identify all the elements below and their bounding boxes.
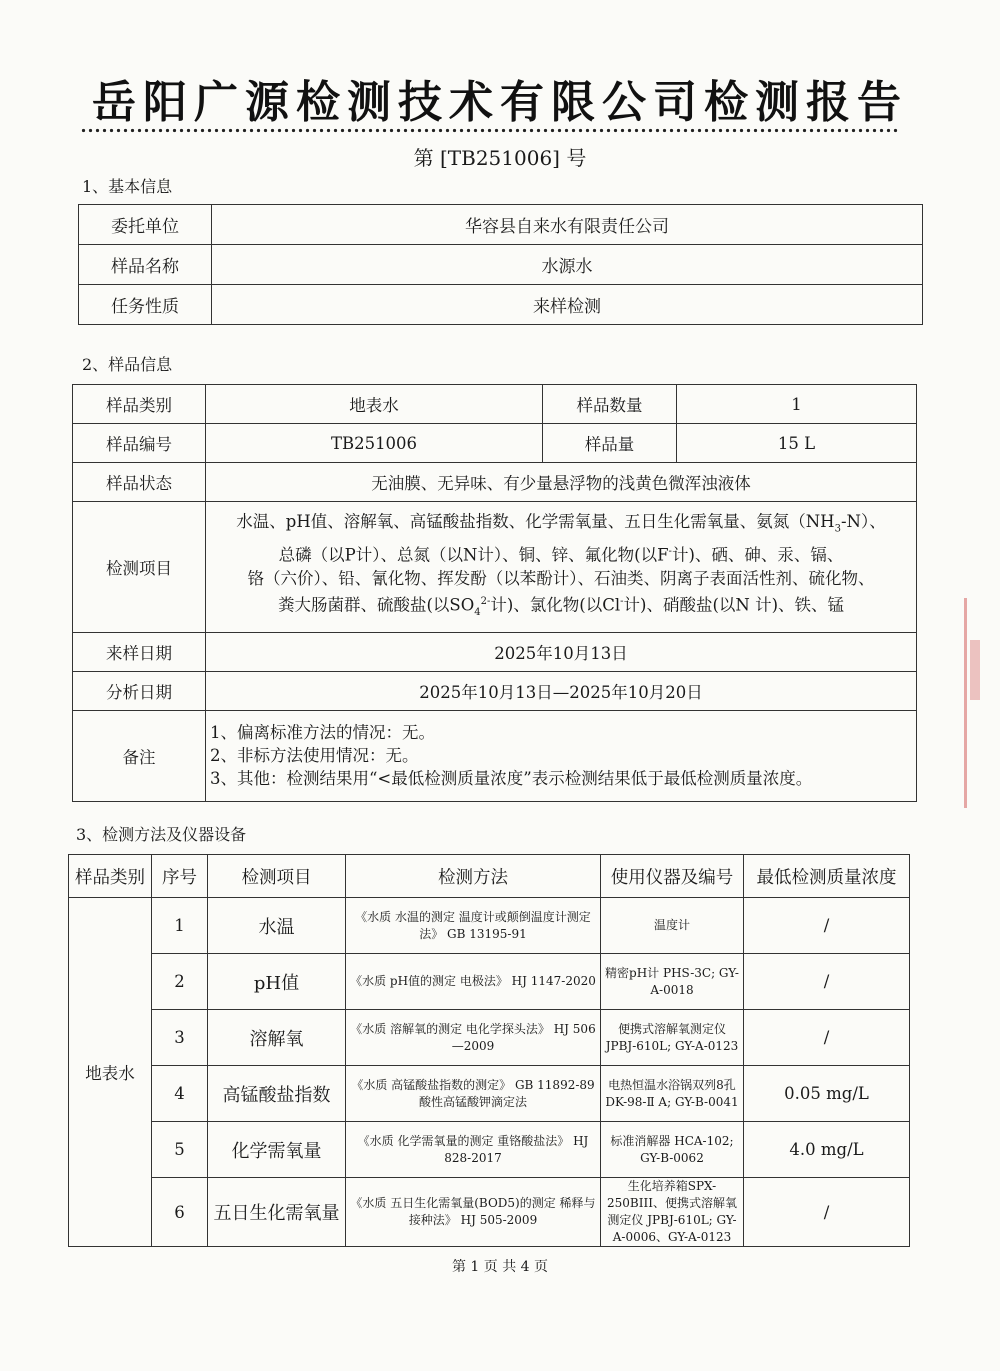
table-row <box>73 463 917 502</box>
table-row <box>69 1122 910 1178</box>
cell-value: 华容县自来水有限责任公司 <box>212 205 923 245</box>
methods-table <box>68 854 910 1247</box>
detection-limit: / <box>744 1178 910 1247</box>
test-method: 《水质 高锰酸盐指数的测定》 GB 11892-89 酸性高锰酸钾滴定法 <box>346 1066 601 1122</box>
section-basic-info-heading: 1、基本信息 <box>82 177 173 196</box>
test-method: 《水质 溶解氧的测定 电化学探头法》 HJ 506—2009 <box>346 1010 601 1066</box>
report-title: 岳阳广源检测技术有限公司检测报告 <box>92 77 908 128</box>
instrument: 精密pH计 PHS-3C; GY-A-0018 <box>601 954 744 1010</box>
cell-label: 样品状态 <box>73 463 206 502</box>
test-items-line: 总磷（以P计）、总氮（以N计）、铜、锌、氟化物(以F-计)、硒、砷、汞、镉、 <box>278 545 844 565</box>
cell-label: 检测项目 <box>73 502 206 633</box>
cell-value: 无油膜、无异味、有少量悬浮物的浅黄色微浑浊液体 <box>206 463 917 502</box>
cell-label: 样品编号 <box>73 424 206 463</box>
cell-value: 地表水 <box>206 385 543 424</box>
cell-label: 样品类别 <box>73 385 206 424</box>
instrument: 生化培养箱SPX-250BIII、便携式溶解氧测定仪 JPBJ-610L; GY-A-0006、GY-A-0123 <box>601 1178 744 1247</box>
table-header-row <box>69 855 910 898</box>
section-methods-heading: 3、检测方法及仪器设备 <box>76 825 247 844</box>
row-number: 6 <box>152 1178 208 1247</box>
cell-value: 来样检测 <box>212 285 923 325</box>
cell-label: 备注 <box>73 710 206 801</box>
page-footer: 第 1 页 共 4 页 <box>451 1259 549 1275</box>
table-row <box>73 632 917 671</box>
cell-value: 15 L <box>677 424 917 463</box>
test-item: 水温 <box>208 898 346 954</box>
dotted-divider <box>80 128 900 133</box>
test-item: 化学需氧量 <box>208 1122 346 1178</box>
cell-label: 委托单位 <box>79 205 212 245</box>
notes-cell <box>206 710 917 801</box>
seal-stamp-mark <box>970 640 980 700</box>
seal-stamp-edge <box>964 598 989 808</box>
test-method: 《水质 水温的测定 温度计或颠倒温度计测定法》 GB 13195-91 <box>346 898 601 954</box>
basic-info-table <box>78 204 923 325</box>
cell-label: 来样日期 <box>73 632 206 671</box>
cell-label: 样品量 <box>543 424 677 463</box>
sample-info-table <box>72 384 917 802</box>
column-header: 最低检测质量浓度 <box>744 855 910 898</box>
test-item: 五日生化需氧量 <box>208 1178 346 1247</box>
column-header: 使用仪器及编号 <box>601 855 744 898</box>
test-item: 溶解氧 <box>208 1010 346 1066</box>
row-number: 5 <box>152 1122 208 1178</box>
table-row <box>73 502 917 633</box>
note-line: 1、偏离标准方法的情况：无。 <box>210 723 435 743</box>
test-items-line: 铬（六价）、铅、氰化物、挥发酚（以苯酚计）、石油类、阴离子表面活性剂、硫化物、 <box>247 568 875 588</box>
section-sample-info-heading: 2、样品信息 <box>82 355 173 374</box>
test-method: 《水质 五日生化需氧量(BOD5)的测定 稀释与接种法》 HJ 505-2009 <box>346 1178 601 1247</box>
cell-label: 任务性质 <box>79 285 212 325</box>
detection-limit: / <box>744 954 910 1010</box>
table-row <box>69 1178 910 1247</box>
note-line: 2、非标方法使用情况：无。 <box>210 746 419 766</box>
note-line: 3、其他：检测结果用“<最低检测质量浓度”表示检测结果低于最低检测质量浓度。 <box>210 769 813 789</box>
instrument: 温度计 <box>601 898 744 954</box>
table-row <box>73 671 917 710</box>
report-number: 第 [TB251006] 号 <box>413 146 587 170</box>
table-row <box>69 954 910 1010</box>
cell-value: 2025年10月13日—2025年10月20日 <box>206 671 917 710</box>
detection-limit: / <box>744 1010 910 1066</box>
detection-limit: 4.0 mg/L <box>744 1122 910 1178</box>
cell-value: 水源水 <box>212 245 923 285</box>
test-method: 《水质 化学需氧量的测定 重铬酸盐法》 HJ 828-2017 <box>346 1122 601 1178</box>
cell-value: 1 <box>677 385 917 424</box>
row-number: 4 <box>152 1066 208 1122</box>
instrument: 标准消解器 HCA-102; GY-B-0062 <box>601 1122 744 1178</box>
detection-limit: / <box>744 898 910 954</box>
table-row <box>69 1010 910 1066</box>
test-method: 《水质 pH值的测定 电极法》 HJ 1147-2020 <box>346 954 601 1010</box>
table-row <box>69 898 910 954</box>
category-cell: 地表水 <box>69 898 152 1247</box>
cell-label: 分析日期 <box>73 671 206 710</box>
test-items-line: 水温、pH值、溶解氧、高锰酸盐指数、化学需氧量、五日生化需氧量、氨氮$(NH_3-N)$、 <box>236 512 886 535</box>
table-row <box>73 424 917 463</box>
column-header: 检测方法 <box>346 855 601 898</box>
row-number: 2 <box>152 954 208 1010</box>
table-row <box>69 1066 910 1122</box>
instrument: 便携式溶解氧测定仪 JPBJ-610L; GY-A-0123 <box>601 1010 744 1066</box>
table-row <box>79 285 923 325</box>
table-row <box>79 245 923 285</box>
column-header: 序号 <box>152 855 208 898</box>
instrument: 电热恒温水浴锅双列8孔 DK-98-Ⅱ A; GY-B-0041 <box>601 1066 744 1122</box>
column-header: 检测项目 <box>208 855 346 898</box>
table-row <box>73 710 917 801</box>
cell-label: 样品名称 <box>79 245 212 285</box>
test-items-cell <box>206 502 917 633</box>
test-items-line: 粪大肠菌群、硫酸盐(以$SO_4^{2-}$计)、氯化物(以Cl-计)、硝酸盐(以N 计)、铁、锰 <box>277 595 845 618</box>
row-number: 3 <box>152 1010 208 1066</box>
test-item: pH值 <box>208 954 346 1010</box>
detection-limit: 0.05 mg/L <box>744 1066 910 1122</box>
table-row <box>73 385 917 424</box>
table-row <box>79 205 923 245</box>
cell-value: TB251006 <box>206 424 543 463</box>
column-header: 样品类别 <box>69 855 152 898</box>
row-number: 1 <box>152 898 208 954</box>
cell-value: 2025年10月13日 <box>206 632 917 671</box>
cell-label: 样品数量 <box>543 385 677 424</box>
test-item: 高锰酸盐指数 <box>208 1066 346 1122</box>
